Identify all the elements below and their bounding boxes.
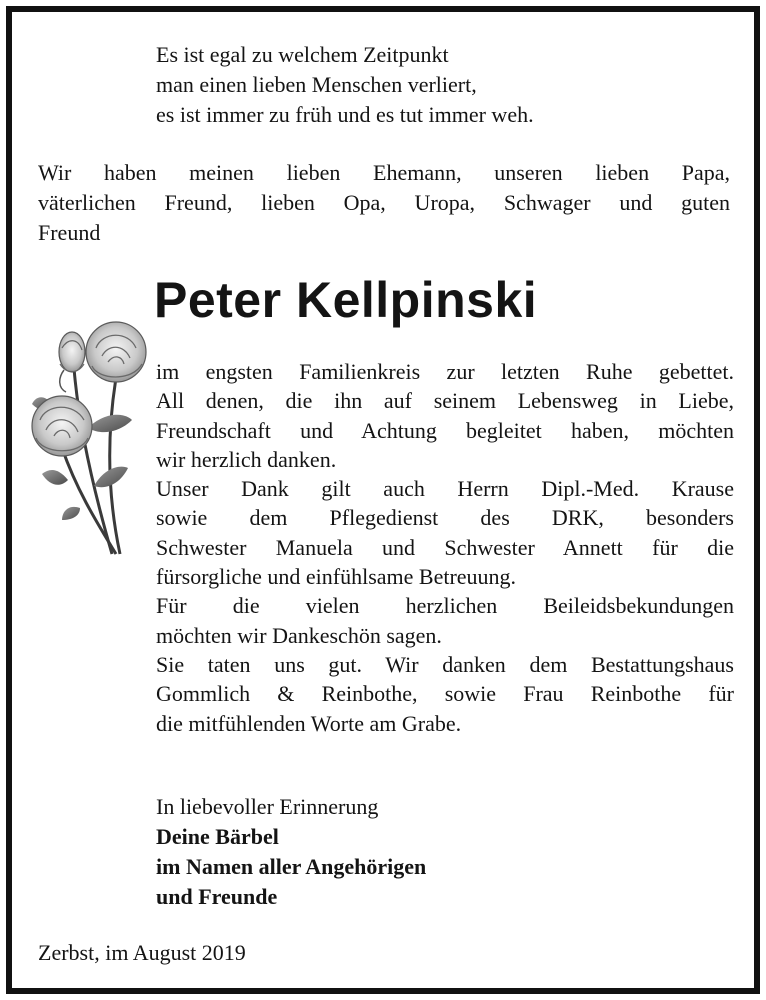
body-line: sowie dem Pflegedienst des DRK, besonders [156, 505, 734, 531]
body-line: Gommlich & Reinbothe, sowie Frau Reinbothe für [156, 681, 734, 707]
signer-name: Deine Bärbel [156, 824, 279, 849]
place-date: Zerbst, im August 2019 [38, 940, 246, 965]
intro-text [38, 158, 730, 248]
intro-line: Wir haben meinen lieben Ehemann, unseren lieben Papa, [38, 160, 730, 185]
memorial-poem [156, 40, 534, 130]
closing-signature [156, 792, 426, 912]
roses-icon [28, 308, 152, 556]
poem-line: man einen lieben Menschen verliert, [156, 72, 477, 97]
body-line: Unser Dank gilt auch Herrn Dipl.-Med. Krause [156, 476, 734, 502]
poem-line: Es ist egal zu welchem Zeitpunkt [156, 42, 449, 67]
body-line: im engsten Familienkreis zur letzten Ruhe gebettet. [156, 359, 734, 384]
body-line: Sie taten uns gut. Wir danken dem Bestattungshaus [156, 651, 734, 677]
closing-intro: In liebevoller Erinnerung [156, 794, 379, 819]
intro-line: Freund [38, 220, 101, 245]
signer-line: im Namen aller Angehörigen [156, 854, 427, 879]
body-line: All denen, die ihn auf seinem Lebensweg in Liebe, [156, 388, 734, 414]
signer-line: und Freunde [156, 884, 278, 909]
body-line: Freundschaft und Achtung begleitet haben, möchten [156, 417, 734, 443]
poem-line: es ist immer zu früh und es tut immer weh. [156, 102, 534, 127]
body-line: die mitfühlenden Worte am Grabe. [156, 710, 462, 736]
body-line: fürsorgliche und einfühlsame Betreuung. [156, 564, 517, 590]
body-line: Für die vielen herzlichen Beileidsbekundungen [156, 593, 734, 619]
intro-line: väterlichen Freund, lieben Opa, Uropa, Schwager und guten [38, 190, 730, 215]
body-line: möchten wir Dankeschön sagen. [156, 622, 442, 648]
body-line: Schwester Manuela und Schwester Annett für die [156, 534, 734, 560]
acknowledgement-text [156, 357, 734, 738]
deceased-name: Peter Kellpinski [154, 272, 538, 328]
body-line: wir herzlich danken. [156, 446, 337, 472]
obituary-frame [6, 6, 760, 994]
